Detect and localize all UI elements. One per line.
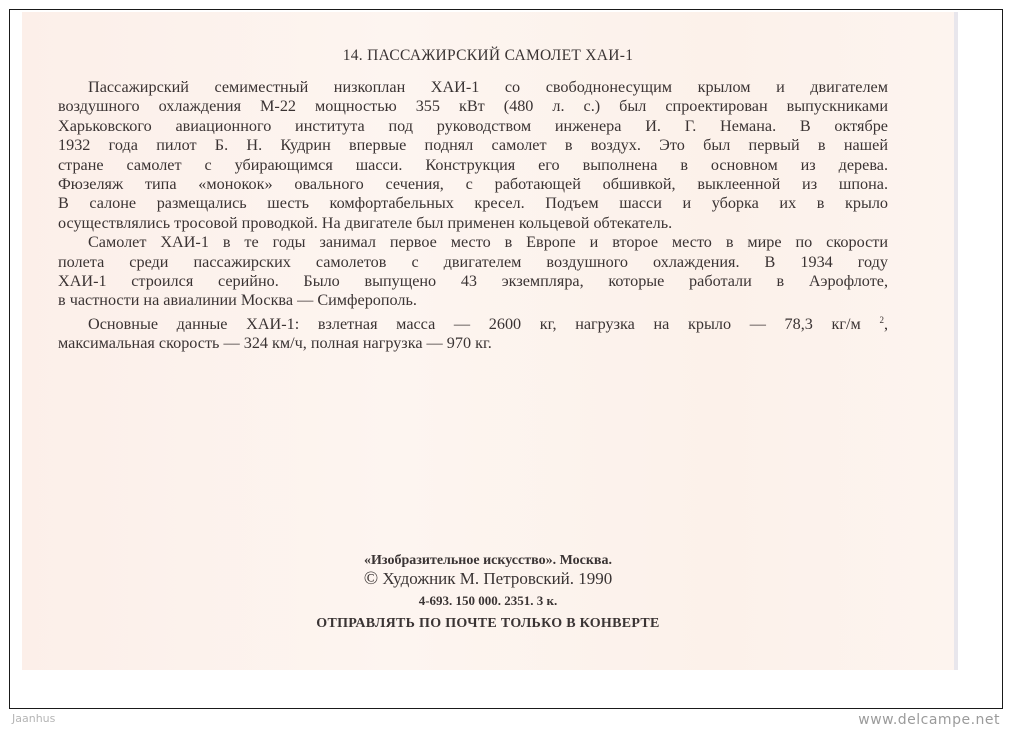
artist-line [22,569,954,589]
text-line: осуществлялись тросовой проводкой. На двигателе был применен кольцевой обтекатель. [58,213,673,232]
site-watermark: www.delcampe.net [858,712,1000,728]
specs-comma: , [883,314,889,333]
text-line: в частности на авиалинии Москва — Симферополь. [58,291,417,310]
text-line: Фюзеляж типа «монокок» овального сечения, с работающей обшивкой, выклеенной из шпона. [58,175,888,194]
artist-text: Художник М. Петровский. 1990 [382,569,613,588]
text-line: В салоне размещались шесть комфортабельных кресел. Подъем шасси и уборка их в крыло [58,194,888,213]
mailing-notice: ОТПРАВЛЯТЬ ПО ПОЧТЕ ТОЛЬКО В КОНВЕРТЕ [316,616,660,631]
superscript-2: 2 [879,314,884,325]
text-line: Самолет ХАИ-1 в те годы занимал первое место в Европе и второе место в мире по скорости [88,233,888,252]
publisher-line: «Изобразительное искусство». Москва. [364,553,612,568]
seller-watermark: Jaanhus [12,712,56,725]
text-line: воздушного охлаждения М-22 мощностью 355 кВт (480 л. с.) был спроектирован выпускниками [58,97,888,116]
postcard-back [22,12,954,670]
text-line: полета среди пассажирских самолетов с двигателем воздушного охлаждения. В 1934 году [58,252,888,271]
text-line: 1932 года пилот Б. Н. Кудрин впервые поднял самолет в воздух. Это был первый в нашей [58,136,888,155]
specs-text: Основные данные ХАИ-1: взлетная масса — 2600 кг, нагрузка на крыло — 78,3 кг/м [88,314,861,333]
text-line: стране самолет с убирающимся шасси. Конструкция его выполнена в основном из дерева. [58,155,888,174]
specs-line [58,311,888,334]
text-line: Харьковского авиационного института под руководством инженера И. Г. Немана. В октябре [58,116,888,135]
text-line: Пассажирский семиместный низкоплан ХАИ-1 со свободнонесущим крылом и двигателем [88,78,888,96]
description-text [58,78,888,354]
text-line: максимальная скорость — 324 км/ч, полная нагрузка — 970 кг. [58,334,492,353]
card-title: 14. ПАССАЖИРСКИЙ САМОЛЕТ ХАИ-1 [342,47,634,64]
imprint-block [22,552,954,635]
copyright-icon: © [363,568,379,589]
print-code: 4-693. 150 000. 2351. 3 к. [418,593,558,608]
text-line: ХАИ-1 строился серийно. Было выпущено 43 экземпляра, которые работали в Аэрофлоте, [58,272,888,291]
card-edge-shadow [954,12,958,670]
